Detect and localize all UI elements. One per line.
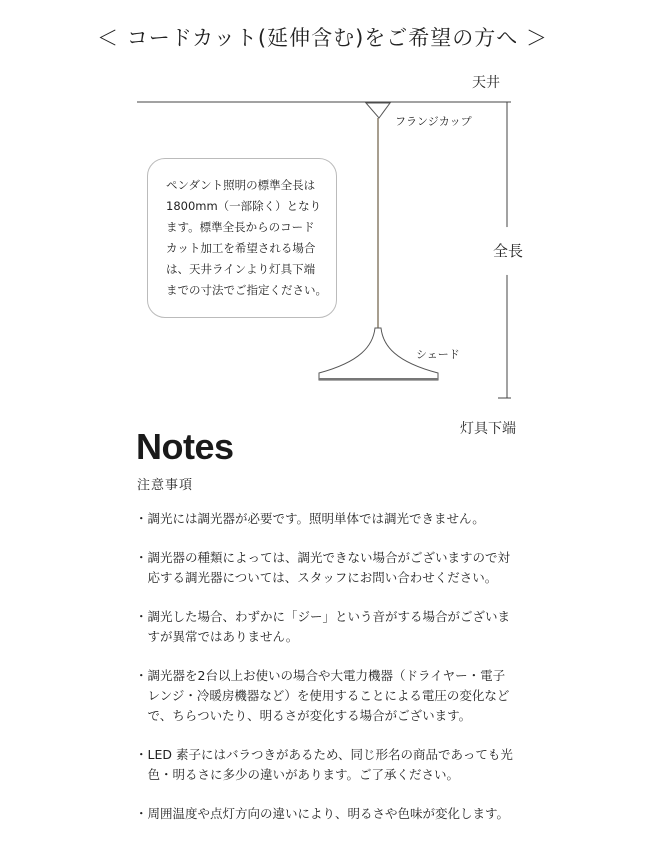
note-line: 応する調光器については、スタッフにお問い合わせください。 (135, 570, 498, 585)
total-length-label: 全長 (484, 227, 532, 275)
note-line: ・調光器を2台以上お使いの場合や大電力機器（ドライヤー・電子 (135, 668, 506, 683)
callout-line: 1800mm（一部除く）となり (166, 199, 322, 213)
notes-list (135, 509, 555, 843)
note-line: 色・明るさに多少の違いがあります。ご了承ください。 (135, 767, 460, 782)
notes-subheading: 注意事項 (137, 478, 194, 493)
note-line: ・LED 素子にはバラつきがあるため、同じ形名の商品であっても光 (135, 747, 513, 762)
cord-length-callout (147, 158, 337, 318)
note-line: すが異常ではありません。 (135, 629, 299, 644)
flange-cup (366, 103, 390, 118)
note-item (135, 745, 555, 785)
shade-label: シェード (416, 348, 460, 361)
note-item (135, 666, 555, 726)
notes-heading: Notes (136, 426, 234, 467)
flange-cup-label: フランジカップ (395, 115, 472, 128)
callout-line: は、天井ラインより灯具下端 (166, 262, 316, 276)
note-item (135, 607, 555, 647)
note-line: レンジ・冷暖房機器など）を使用することによる電圧の変化など (135, 688, 510, 703)
page-title: ＜ コードカット(延伸含む)をご希望の方へ ＞ (97, 26, 548, 50)
note-line: ・周囲温度や点灯方向の違いにより、明るさや色味が変化します。 (135, 806, 510, 821)
fixture-bottom-label: 灯具下端 (460, 421, 516, 437)
callout-line: までの寸法でご指定ください。 (166, 283, 327, 297)
note-item (135, 804, 555, 824)
note-line: ・調光器の種類によっては、調光できない場合がございますので対 (135, 550, 511, 565)
callout-line: ペンダント照明の標準全長は (166, 178, 316, 192)
ceiling-label: 天井 (472, 75, 500, 91)
callout-line: カット加工を希望される場合 (166, 241, 316, 255)
callout-line: ます。標準全長からのコード (166, 220, 315, 234)
note-line: で、ちらついたり、明るさが変化する場合がございます。 (135, 708, 472, 723)
note-item (135, 509, 555, 529)
note-line: ・調光した場合、わずかに「ジー」という音がする場合がございま (135, 609, 511, 624)
note-line: ・調光には調光器が必要です。照明単体では調光できません。 (135, 511, 485, 526)
note-item (135, 548, 555, 588)
